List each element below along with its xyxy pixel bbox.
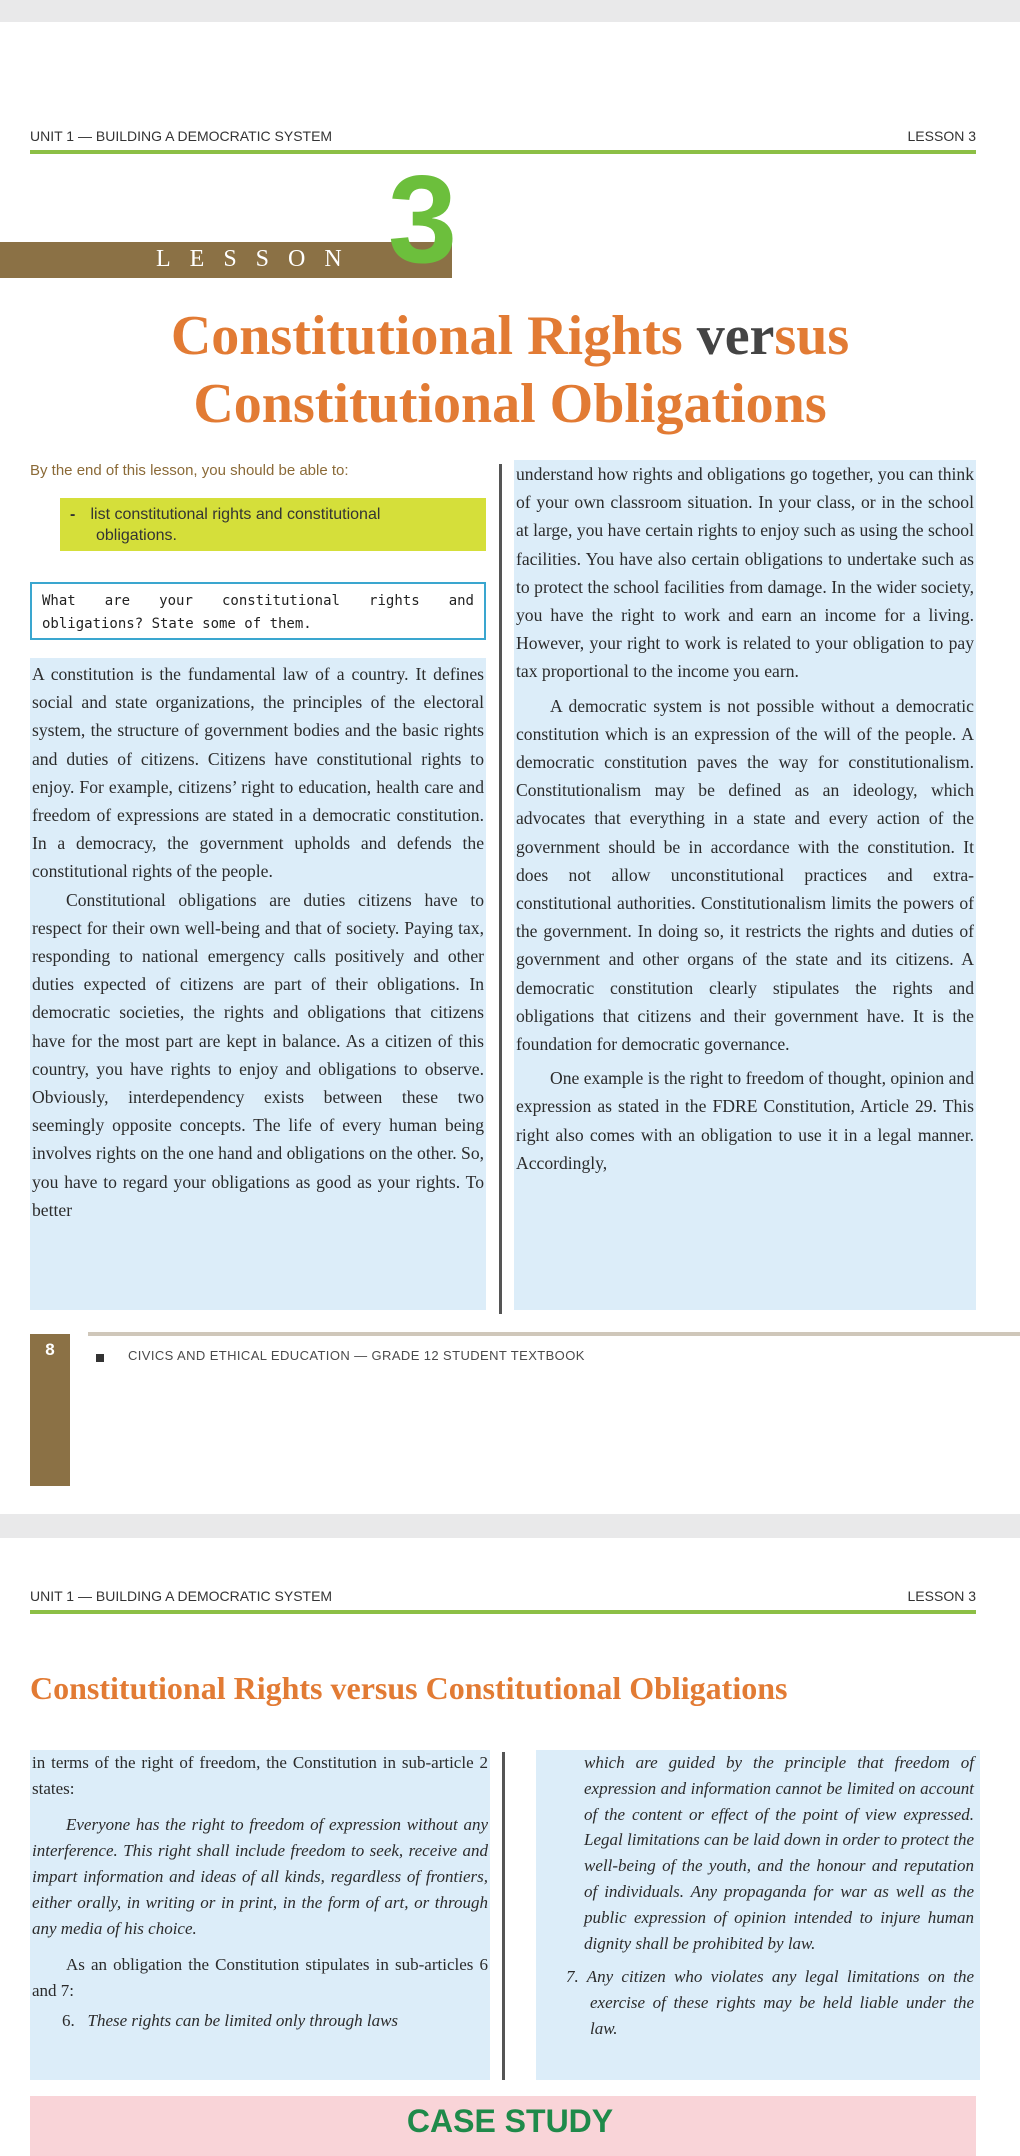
- case-study-heading: CASE STUDY: [406, 2103, 614, 2139]
- objective-text: list constitutional rights and constitutional: [90, 506, 381, 523]
- textbook-page-9: [0, 1538, 1020, 2156]
- list-item-7: 7. Any citizen who violates any legal limitations on the exercise of these rights may be held liable under the law.: [566, 1967, 974, 2038]
- bullet-dash: -: [70, 506, 76, 523]
- paragraph: A constitution is the fundamental law of a country. It defines social and state organizations, the principles of the electoral system, the structure of government bodies and the basic rights and duties of citizens. Citizens have constitutional rights to enjoy. For example, citizens’ right to education, health care and freedom of expressions are stated in a democratic constitution. In a democracy, the government upholds and defends the constitutional rights of the people.: [32, 664, 484, 882]
- column-divider: [502, 1752, 505, 2080]
- lesson-title-line-2: Constitutional Obligations: [193, 373, 827, 435]
- unit-label: UNIT 1 — BUILDING A DEMOCRATIC SYSTEM: [30, 128, 333, 144]
- paragraph: which are guided by the principle that freedom of expression and information cannot be limited on account of the content or effect of the point of view expressed. Legal limitations can be laid down in order to protect the well-being of the youth, and the honour and reputation of individuals. Any propaganda for war as well as the public expression of opinion intended to injure human dignity shall be prohibited by law.: [584, 1753, 974, 1953]
- paragraph: One example is the right to freedom of thought, opinion and expression as stated in the FDRE Constitution, Article 29. This right also comes with an obligation to use it in a legal manner. Accordingly,: [516, 1068, 974, 1173]
- textbook-page-8: [0, 22, 1020, 1514]
- title-part: Constitutional Rights: [170, 305, 697, 367]
- left-column: [30, 1750, 490, 2080]
- item-text: These rights can be limited only through laws: [87, 2011, 399, 2030]
- lesson-title-line-1: [0, 305, 1020, 367]
- question-box: What are your constitutional rights and obligations? State some of them.: [30, 582, 486, 640]
- paragraph: A democratic system is not possible without a democratic constitution which is an expression of the will of the people. A democratic constitution paves the way for constitutionalism. Constitutionalism may be defined as an ideology, which advocates that everything in a state and every action of the government should be in accordance with the constitution. It does not allow unconstitutional practices and extra-constitutional authorities. Constitutionalism limits the powers of the government. In doing so, it restricts the rights and duties of government and other organs of the state and its citizens. A democratic constitution clearly stipulates the rights and obligations that citizens and their government have. It is the foundation for democratic governance.: [516, 695, 974, 1055]
- list-item-6: [32, 2008, 488, 2034]
- paragraph: in terms of the right of freedom, the Constitution in sub-article 2 states:: [32, 1753, 488, 1798]
- title-part: sus: [774, 305, 850, 367]
- paragraph: understand how rights and obligations go together, you can think of your own classroom situation. In your class, or in the school at large, you have certain rights to enjoy such as using the school facilities. You have also certain obligations to undertake such as to protect the school facilities from damage. In the wider society, you have the right to work and earn an income for a living. However, your right to work is related to your obligation to pay tax proportional to the income you earn.: [516, 464, 974, 682]
- quoted-article: Everyone has the right to freedom of expression without any interference. This right shall include freedom to seek, receive and impart information and ideas of all kinds, regardless of frontiers, either orally, in writing or in print, in the form of art, or through any media of his choice.: [32, 1815, 488, 1938]
- running-head: [30, 130, 976, 154]
- paragraph: As an obligation the Constitution stipulates in sub-articles 6 and 7:: [32, 1955, 488, 2000]
- footer-rule: [88, 1332, 1020, 1336]
- footer-book-title: CIVICS AND ETHICAL EDUCATION — GRADE 12 STUDENT TEXTBOOK: [128, 1348, 585, 1363]
- running-head: [30, 1590, 976, 1614]
- unit-label: UNIT 1 — BUILDING A DEMOCRATIC SYSTEM: [30, 1588, 333, 1604]
- title-part-dark: ver: [696, 305, 775, 367]
- lesson-label: LESSON 3: [907, 128, 976, 144]
- objective-highlight: [60, 498, 486, 551]
- lesson-label: LESSON 3: [907, 1588, 976, 1604]
- square-bullet-icon: [96, 1354, 104, 1362]
- page-title: Constitutional Rights versus Constitutional Obligations: [30, 1670, 788, 1706]
- paragraph: Constitutional obligations are duties citizens have to respect for their own well-being and that of society. Paying tax, responding to national emergency calls positively and other duties expected of citizens are part of their obligations. In democratic societies, the rights and obligations that citizens have for the most part are kept in balance. As a citizen of this country, you have rights to enjoy and obligations to observe. Obviously, interdependency exists between these two seemingly opposite concepts. The life of every human being involves rights on the one hand and obligations on the other. So, you have to regard your obligations as good as your rights. To better: [32, 889, 485, 1220]
- objective-text-2: obligations.: [96, 527, 177, 544]
- objectives-intro: By the end of this lesson, you should be able to:: [30, 462, 349, 479]
- right-column: [514, 460, 976, 1310]
- page-number: 8: [45, 1340, 55, 1359]
- left-column: [30, 658, 486, 1310]
- lesson-number: 3: [388, 151, 457, 289]
- right-column: [536, 1750, 980, 2080]
- lesson-word: LESSON: [156, 246, 361, 272]
- column-divider: [499, 464, 502, 1314]
- item-number: 6.: [62, 2011, 75, 2030]
